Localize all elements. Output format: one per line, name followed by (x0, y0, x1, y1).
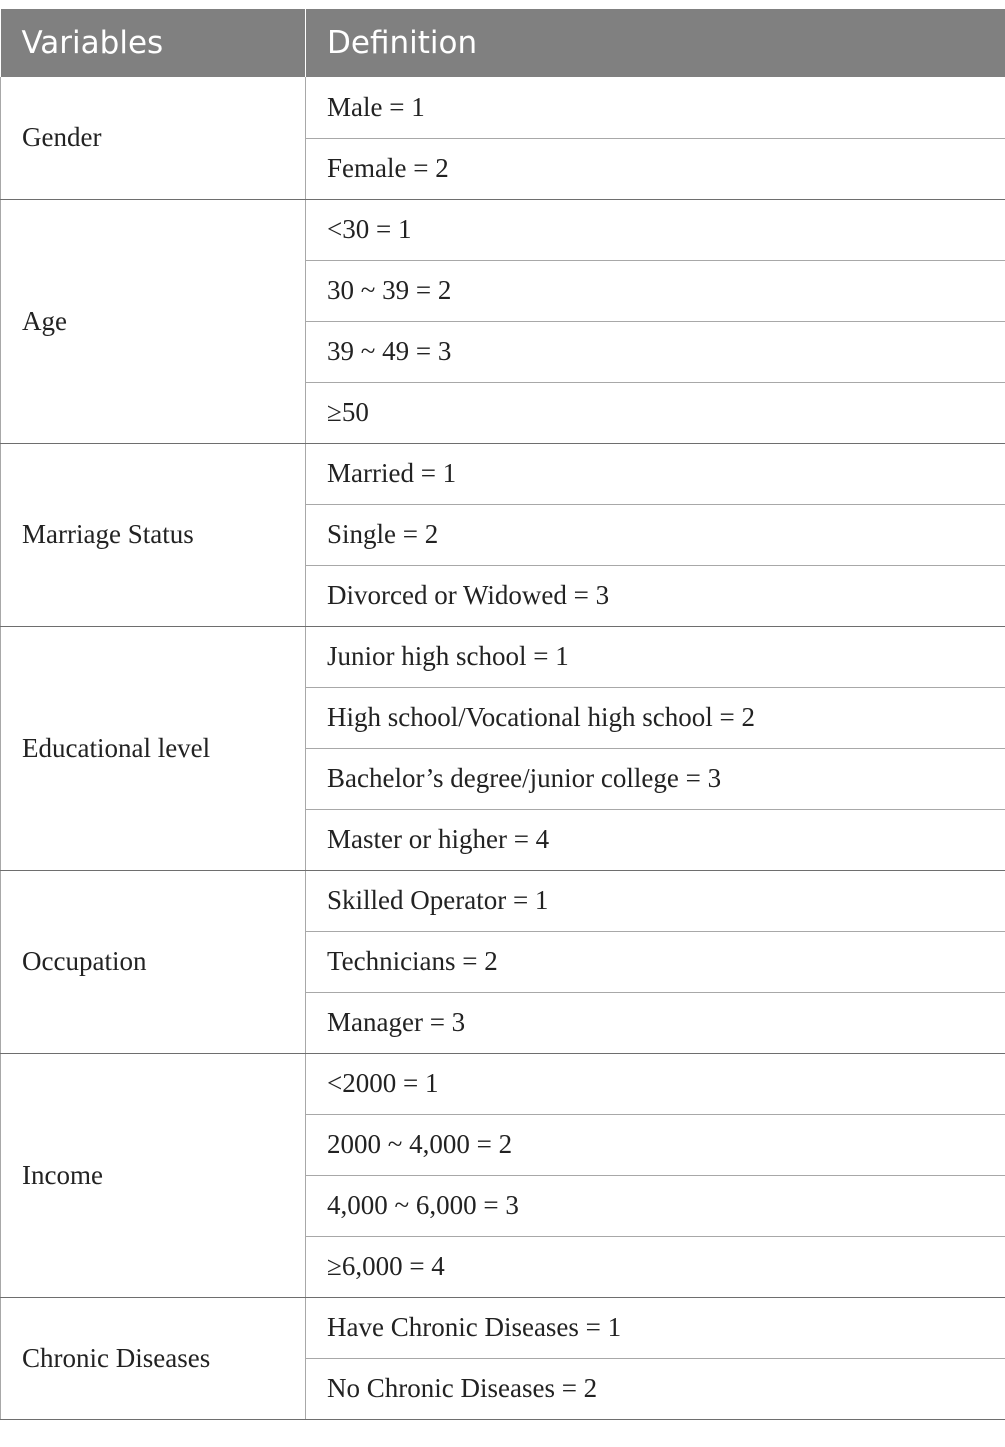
definition-cell: Manager = 3 (306, 992, 1005, 1053)
table-row (1, 199, 1005, 260)
definition-cell: Single = 2 (306, 504, 1005, 565)
definition-cell: No Chronic Diseases = 2 (306, 1358, 1005, 1419)
definition-cell: Master or higher = 4 (306, 809, 1005, 870)
header-row (1, 9, 1005, 77)
variable-cell: Educational level (1, 626, 306, 870)
table-row (1, 1053, 1005, 1114)
table-row (1, 626, 1005, 687)
variable-definition-table-container (0, 9, 1005, 1420)
table-body (1, 77, 1005, 1419)
definition-cell: Bachelor’s degree/junior college = 3 (306, 748, 1005, 809)
definition-cell: ≥6,000 = 4 (306, 1236, 1005, 1297)
definition-cell: Divorced or Widowed = 3 (306, 565, 1005, 626)
variable-cell: Marriage Status (1, 443, 306, 626)
definition-cell: Skilled Operator = 1 (306, 870, 1005, 931)
table-row (1, 870, 1005, 931)
variable-cell: Gender (1, 77, 306, 199)
definition-cell: <30 = 1 (306, 199, 1005, 260)
definition-cell: 4,000 ~ 6,000 = 3 (306, 1175, 1005, 1236)
definition-cell: ≥50 (306, 382, 1005, 443)
definition-cell: 2000 ~ 4,000 = 2 (306, 1114, 1005, 1175)
variable-cell: Chronic Diseases (1, 1297, 306, 1419)
variable-cell: Age (1, 199, 306, 443)
table-row (1, 1297, 1005, 1358)
variable-cell: Income (1, 1053, 306, 1297)
definition-cell: High school/Vocational high school = 2 (306, 687, 1005, 748)
definition-cell: Have Chronic Diseases = 1 (306, 1297, 1005, 1358)
table-header (1, 9, 1005, 77)
table-row (1, 443, 1005, 504)
header-definition: Definition (306, 9, 1005, 77)
table-row (1, 77, 1005, 138)
definition-cell: 30 ~ 39 = 2 (306, 260, 1005, 321)
definition-cell: 39 ~ 49 = 3 (306, 321, 1005, 382)
definition-cell: Technicians = 2 (306, 931, 1005, 992)
variable-cell: Occupation (1, 870, 306, 1053)
definition-cell: Male = 1 (306, 77, 1005, 138)
definition-cell: Female = 2 (306, 138, 1005, 199)
definition-cell: Junior high school = 1 (306, 626, 1005, 687)
definition-cell: <2000 = 1 (306, 1053, 1005, 1114)
header-variables: Variables (1, 9, 306, 77)
variable-definition-table (0, 9, 1005, 1420)
definition-cell: Married = 1 (306, 443, 1005, 504)
